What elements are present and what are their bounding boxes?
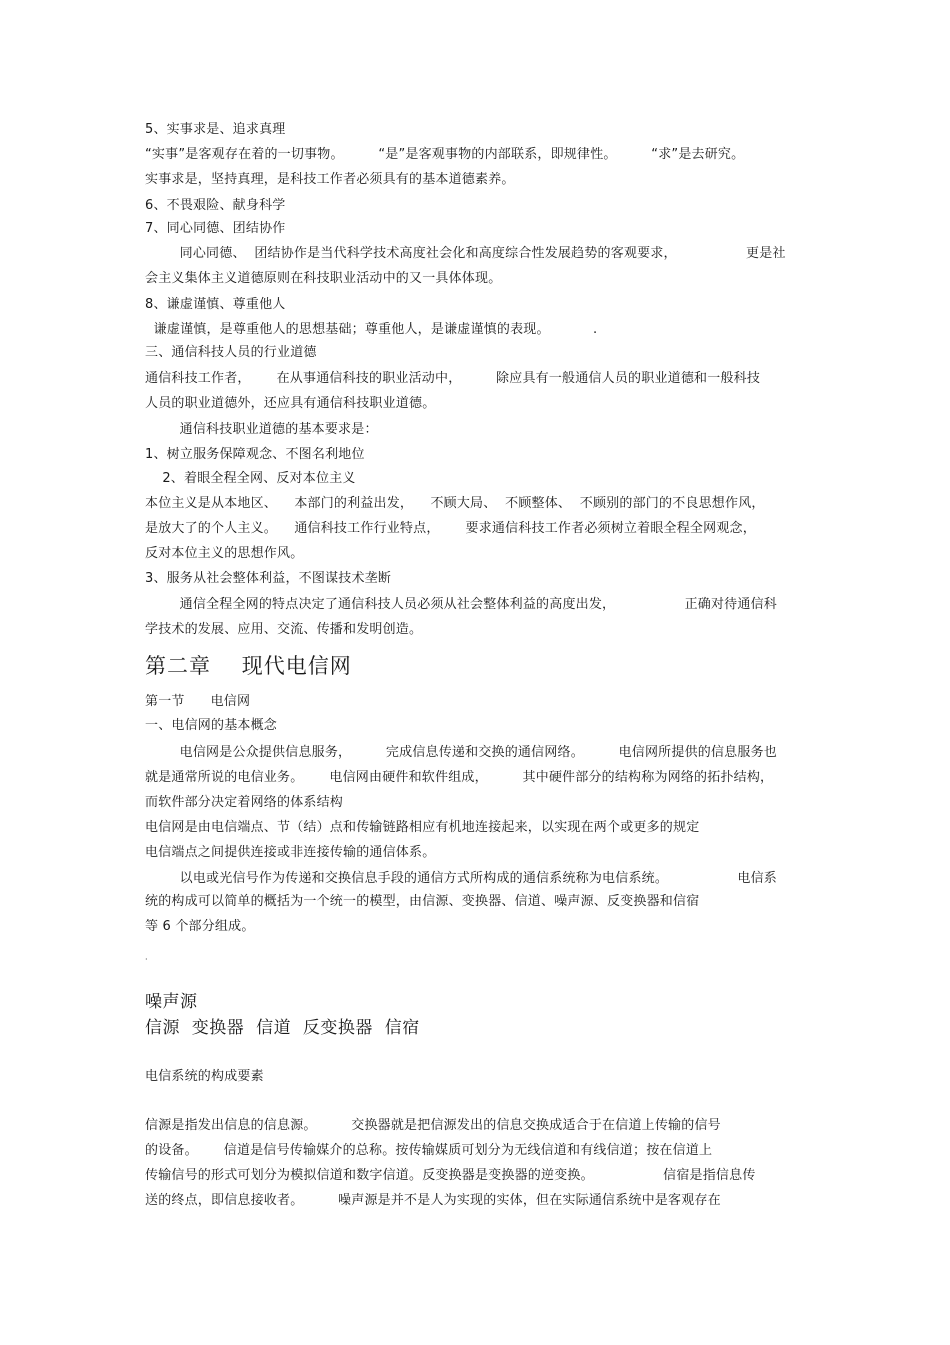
paragraph-line: 反对本位主义的思想作风。	[145, 546, 304, 561]
paragraph-line: 而软件部分决定着网络的体系结构	[145, 795, 344, 810]
section-heading: 8、谦虚谨慎、尊重他人	[145, 297, 286, 312]
paragraph-line: 谦虚谨慎，是尊重他人的思想基础；尊重他人，是谦虚谨慎的表现。 .	[145, 322, 598, 337]
paragraph-line: 信源是指发出信息的信息源。 交换器就是把信源发出的信息交换成适合于在信道上传输的信号	[145, 1118, 721, 1133]
list-item: 3、服务从社会整体利益，不图谋技术垄断	[145, 571, 392, 586]
paragraph-line: 统的构成可以简单的概括为一个统一的模型，由信源、变换器、信道、噪声源、反变换器和信宿	[145, 894, 700, 909]
paragraph-line: 是放大了的个人主义。 通信科技工作行业特点， 要求通信科技工作者必须树立着眼全程全网观念，	[145, 521, 756, 536]
section-heading: 5、实事求是、追求真理	[145, 122, 286, 137]
section-heading: 6、不畏艰险、献身科学	[145, 198, 286, 213]
paragraph-line: 人员的职业道德外，还应具有通信科技职业道德。	[145, 396, 436, 411]
paragraph-line: 学技术的发展、应用、交流、传播和发明创造。	[145, 622, 423, 637]
paragraph-line: 同心同德、 团结协作是当代科学技术高度社会化和高度综合性发展趋势的客观要求， 更是社	[145, 246, 786, 261]
section-title: 第一节 电信网	[145, 694, 251, 709]
paragraph-line: 电信网是由电信端点、节（结）点和传输链路相应有机地连接起来，以实现在两个或更多的规定	[145, 820, 700, 835]
paragraph-line: 实事求是，坚持真理，是科技工作者必须具有的基本道德素养。	[145, 172, 515, 187]
section-heading: 7、同心同德、团结协作	[145, 221, 286, 236]
section-heading: 一、电信网的基本概念	[145, 718, 278, 733]
paragraph-line: 就是通常所说的电信业务。 电信网由硬件和软件组成， 其中硬件部分的结构称为网络的拓扑结构，	[145, 770, 774, 785]
list-item: 1、树立服务保障观念、不图名利地位	[145, 447, 365, 462]
paragraph-line: 电信网是公众提供信息服务， 完成信息传递和交换的通信网络。 电信网所提供的信息服务也	[145, 745, 777, 760]
diagram-placeholder-dot: ·	[145, 955, 148, 964]
paragraph-line: 本位主义是从本地区、 本部门的利益出发， 不顾大局、 不顾整体、 不顾别的部门的不良思想作风，	[145, 496, 765, 511]
paragraph-line: 等 6 个部分组成。	[145, 919, 255, 934]
diagram-label-chain: 信源 变换器 信道 反变换器 信宿	[145, 1018, 420, 1038]
paragraph-line: 传输信号的形式可划分为模拟信道和数字信道。反变换器是变换器的逆变换。 信宿是指信息传	[145, 1168, 756, 1183]
paragraph-line: 送的终点，即信息接收者。 噪声源是并不是人为实现的实体，但在实际通信系统中是客观存在	[145, 1193, 721, 1208]
paragraph-line: “实事”是客观存在着的一切事物。 “是”是客观事物的内部联系，即规律性。 “求”是去研究。	[145, 147, 745, 162]
paragraph-line: 电信端点之间提供连接或非连接传输的通信体系。	[145, 845, 436, 860]
section-heading: 三、通信科技人员的行业道德	[145, 345, 317, 360]
figure-caption: 电信系统的构成要素	[145, 1069, 264, 1084]
chapter-title: 第二章 现代电信网	[145, 654, 352, 678]
paragraph-line: 以电或光信号作为传递和交换信息手段的通信方式所构成的通信系统称为电信系统。 电信系	[145, 871, 777, 886]
paragraph-line: 通信科技工作者， 在从事通信科技的职业活动中， 除应具有一般通信人员的职业道德和一般科技	[145, 371, 761, 386]
list-item: 2、着眼全程全网、反对本位主义	[145, 471, 356, 486]
paragraph-line: 通信科技职业道德的基本要求是：	[145, 422, 378, 437]
diagram-label-noise-source: 噪声源	[145, 992, 198, 1012]
paragraph-line: 的设备。 信道是信号传输媒介的总称。按传输媒质可划分为无线信道和有线信道；按在信道上	[145, 1143, 713, 1158]
paragraph-line: 通信全程全网的特点决定了通信科技人员必须从社会整体利益的高度出发， 正确对待通信科	[145, 597, 777, 612]
paragraph-line: 会主义集体主义道德原则在科技职业活动中的又一具体体现。	[145, 271, 502, 286]
